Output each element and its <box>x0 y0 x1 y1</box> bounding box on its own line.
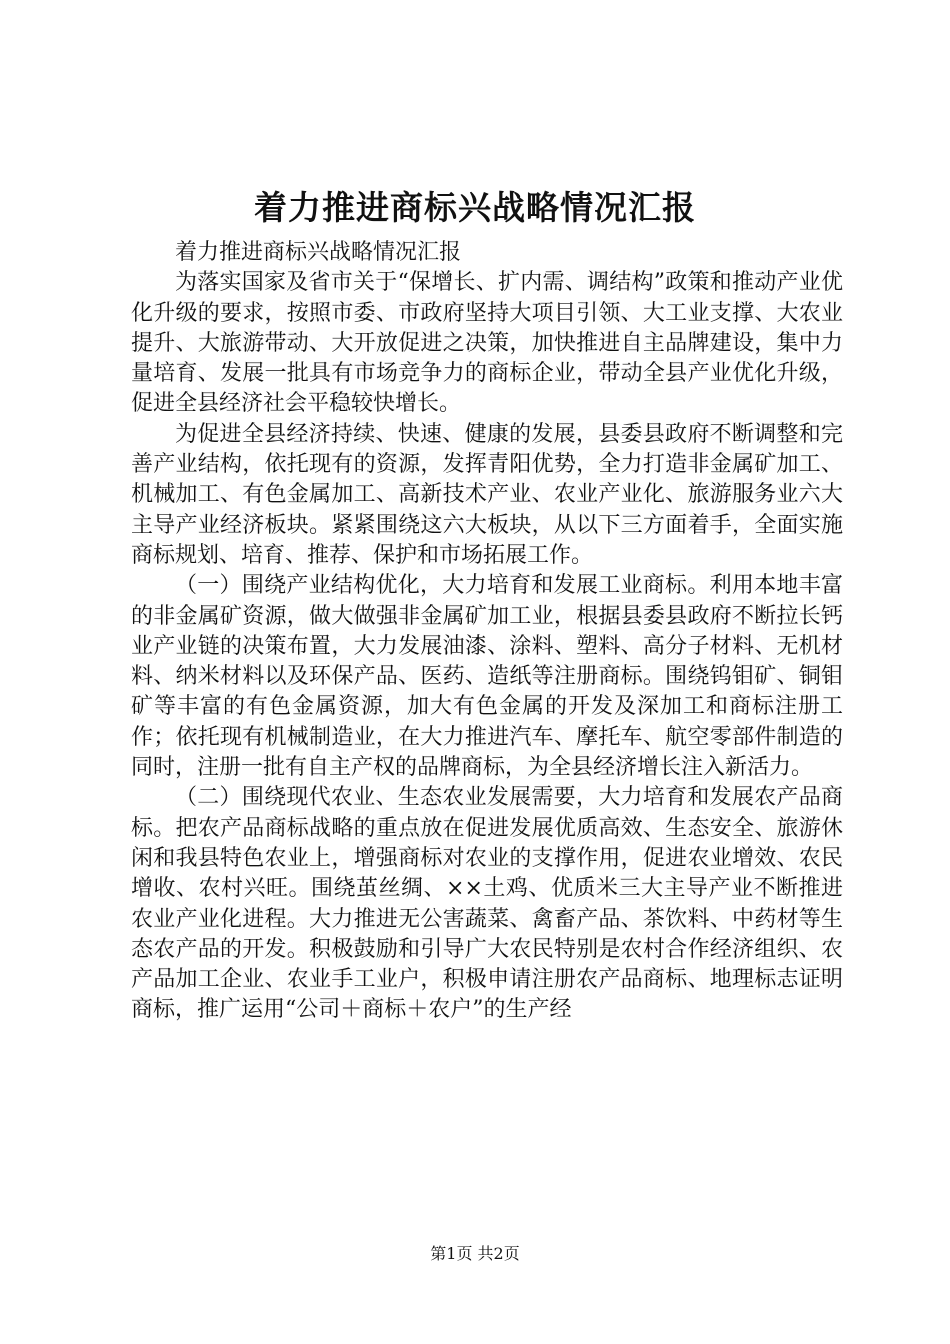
paragraph-2: 为促进全县经济持续、快速、健康的发展，县委县政府不断调整和完善产业结构，依托现有的资源，发挥青阳优势，全力打造非金属矿加工、机械加工、有色金属加工、高新技术产业、农业产业化、旅游服务业六大主导产业经济板块。紧紧围绕这六大板块，从以下三方面着手，全面实施商标规划、培育、推荐、保护和市场拓展工作。 <box>131 421 843 568</box>
paragraph-3: （一）围绕产业结构优化，大力培育和发展工业商标。利用本地丰富的非金属矿资源，做大做强非金属矿加工业，根据县委县政府不断拉长钙业产业链的决策布置，大力发展油漆、涂料、塑料、高分子材料、无机材料、纳米材料以及环保产品、医药、造纸等注册商标。围绕钨钼矿、铜钼矿等丰富的有色金属资源，加大有色金属的开发及深加工和商标注册工作；依托现有机械制造业，在大力推进汽车、摩托车、航空零部件制造的同时，注册一批有自主产权的品牌商标，为全县经济增长注入新活力。 <box>131 573 843 781</box>
paragraph-4: （二）围绕现代农业、生态农业发展需要，大力培育和发展农产品商标。把农产品商标战略的重点放在促进发展优质高效、生态安全、旅游休闲和我县特色农业上，增强商标对农业的支撑作用，促进农业增效、农民增收、农村兴旺。围绕茧丝绸、××土鸡、优质米三大主导产业不断推进农业产业化进程。大力推进无公害蔬菜、禽畜产品、茶饮料、中药材等生态农产品的开发。积极鼓励和引导广大农民特别是农村合作经济组织、农产品加工企业、农业手工业户，积极申请注册农产品商标、地理标志证明商标，推广运用“公司＋商标＋农户”的生产经 <box>131 785 843 1023</box>
document-body <box>131 238 843 1026</box>
page-footer: 第1页 共2页 <box>430 1244 520 1263</box>
paragraph-1: 为落实国家及省市关于“保增长、扩内需、调结构”政策和推动产业优化升级的要求，按照市委、市政府坚持大项目引领、大工业支撑、大农业提升、大旅游带动、大开放促进之决策，加快推进自主品牌建设，集中力量培育、发展一批具有市场竞争力的商标企业，带动全县产业优化升级，促进全县经济社会平稳较快增长。 <box>131 270 843 417</box>
paragraph-heading-repeat: 着力推进商标兴战略情况汇报 <box>175 240 462 265</box>
document-title: 着力推进商标兴战略情况汇报 <box>254 188 696 227</box>
